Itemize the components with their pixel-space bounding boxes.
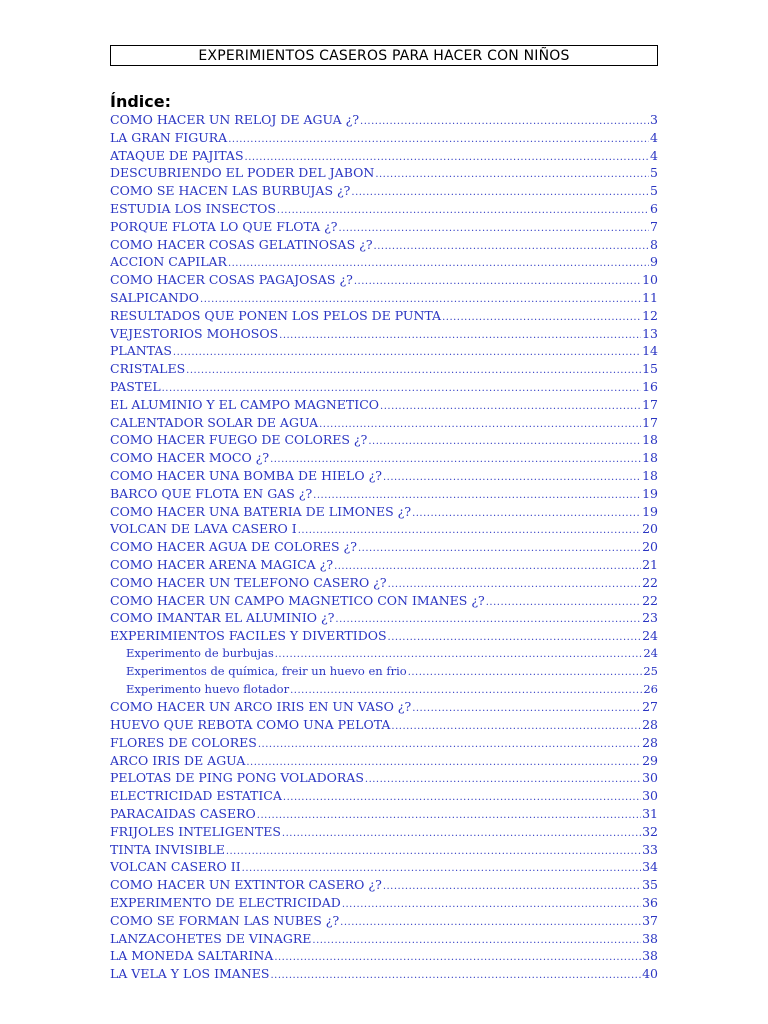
toc-entry-label: HUEVO QUE REBOTA COMO UNA PELOTA — [110, 717, 391, 733]
toc-entry-label: EL ALUMINIO Y EL CAMPO MAGNETICO — [110, 396, 380, 412]
toc-page-number: 25 — [643, 663, 658, 678]
toc-entry-label: TINTA INVISIBLE — [110, 841, 225, 857]
toc-entry-label: COMO HACER UN RELOJ DE AGUA ¿? — [110, 112, 360, 127]
toc-entry-link[interactable] — [110, 788, 658, 806]
toc-entry-label: COMO HACER FUEGO DE COLORES ¿? — [110, 432, 368, 448]
dot-leader — [275, 649, 643, 660]
dot-leader — [173, 347, 641, 358]
dot-leader — [351, 187, 649, 198]
toc-page-number: 19 — [642, 503, 658, 519]
toc-page-number: 27 — [642, 699, 658, 715]
toc-entry-link[interactable] — [110, 931, 658, 949]
toc-entry-label: DESCUBRIENDO EL PODER DEL JABON — [110, 165, 375, 181]
toc-page-number: 16 — [642, 378, 658, 394]
toc-entry-link[interactable] — [110, 308, 658, 326]
toc-page-number: 33 — [642, 841, 658, 857]
dot-leader — [228, 134, 649, 145]
dot-leader — [335, 614, 641, 625]
dot-leader — [342, 899, 641, 910]
toc-page-number: 20 — [642, 539, 658, 555]
toc-entry-label: COMO HACER UN ARCO IRIS EN UN VASO ¿? — [110, 699, 412, 715]
toc-page-number: 29 — [642, 752, 658, 768]
toc-page-number: 28 — [642, 734, 658, 750]
dot-leader — [258, 739, 641, 750]
toc-entry-link[interactable] — [110, 254, 658, 272]
toc-entry-link[interactable] — [110, 165, 658, 183]
toc-entry-label: FLORES DE COLORES — [110, 734, 257, 750]
dot-leader — [279, 330, 641, 341]
toc-entry-label: LA VELA Y LOS IMANES — [110, 966, 270, 982]
toc-page-number: 13 — [642, 325, 658, 341]
toc-entry-label: COMO HACER COSAS PAGAJOSAS ¿? — [110, 272, 353, 288]
toc-page-number: 38 — [642, 948, 658, 964]
table-of-contents — [110, 112, 658, 984]
toc-entry-label: VOLCAN DE LAVA CASERO I — [110, 521, 297, 537]
dot-leader — [162, 383, 641, 394]
toc-page-number: 36 — [642, 895, 658, 911]
dot-leader — [313, 490, 641, 501]
toc-page-number: 32 — [642, 823, 658, 839]
toc-entry-label: COMO HACER UNA BOMBA DE HIELO ¿? — [110, 467, 382, 483]
dot-leader — [388, 579, 642, 590]
dot-leader — [334, 561, 641, 572]
toc-page-number: 18 — [642, 432, 658, 448]
toc-entry-label: RESULTADOS QUE PONEN LOS PELOS DE PUNTA — [110, 307, 442, 323]
toc-page-number: 19 — [642, 485, 658, 501]
toc-entry-link[interactable] — [110, 432, 658, 450]
toc-entry-link[interactable] — [110, 290, 658, 308]
toc-entry-label: PLANTAS — [110, 343, 172, 359]
dot-leader — [388, 632, 642, 643]
toc-entry-label: ESTUDIA LOS INSECTOS — [110, 200, 276, 216]
toc-page-number: 37 — [642, 912, 658, 928]
toc-entry-label: PASTEL — [110, 378, 161, 394]
dot-leader — [298, 525, 641, 536]
toc-page-number: 8 — [650, 236, 658, 252]
toc-entry-link[interactable] — [110, 913, 658, 931]
dot-leader — [408, 667, 643, 678]
toc-page-number: 30 — [642, 770, 658, 786]
toc-entry-link[interactable] — [110, 575, 658, 593]
toc-page-number: 17 — [642, 396, 658, 412]
toc-entry-label: PELOTAS DE PING PONG VOLADORAS — [110, 770, 364, 786]
dot-leader — [391, 721, 641, 732]
toc-entry-link[interactable] — [110, 948, 658, 966]
toc-entry-link[interactable] — [110, 361, 658, 379]
toc-entry-link[interactable] — [110, 343, 658, 361]
toc-entry-link[interactable] — [110, 326, 658, 344]
toc-entry-label: PARACAIDAS CASERO — [110, 806, 256, 822]
toc-subentry-link[interactable] — [110, 646, 658, 664]
toc-entry-link[interactable] — [110, 130, 658, 148]
toc-page-number: 3 — [650, 112, 658, 127]
toc-entry-label: ARCO IRIS DE AGUA — [110, 752, 246, 768]
index-heading: Índice: — [110, 92, 172, 111]
toc-entry-link[interactable] — [110, 521, 658, 539]
toc-entry-link[interactable] — [110, 486, 658, 504]
dot-leader — [365, 774, 641, 785]
toc-entry-link[interactable] — [110, 148, 658, 166]
toc-page-number: 5 — [650, 183, 658, 199]
toc-entry-label: Experimento huevo flotador — [126, 681, 290, 696]
dot-leader — [274, 952, 641, 963]
toc-page-number: 35 — [642, 877, 658, 893]
toc-page-number: 31 — [642, 806, 658, 822]
toc-page-number: 20 — [642, 521, 658, 537]
toc-entry-link[interactable] — [110, 593, 658, 611]
toc-page-number: 30 — [642, 788, 658, 804]
toc-entry-link[interactable] — [110, 415, 658, 433]
dot-leader — [368, 436, 641, 447]
toc-page-number: 23 — [642, 610, 658, 626]
dot-leader — [228, 258, 649, 269]
toc-entry-label: SALPICANDO — [110, 289, 200, 305]
toc-entry-label: COMO HACER COSAS GELATINOSAS ¿? — [110, 236, 373, 252]
dot-leader — [277, 205, 649, 216]
toc-subentry-link[interactable] — [110, 682, 658, 700]
toc-entry-label: EXPERIMIENTOS FACILES Y DIVERTIDOS — [110, 628, 387, 644]
dot-leader — [186, 365, 641, 376]
toc-entry-link[interactable] — [110, 504, 658, 522]
toc-entry-label: COMO HACER UN EXTINTOR CASERO ¿? — [110, 877, 382, 893]
dot-leader — [270, 970, 641, 981]
dot-leader — [257, 810, 641, 821]
dot-leader — [282, 828, 641, 839]
toc-page-number: 4 — [650, 147, 658, 163]
dot-leader — [245, 152, 650, 163]
toc-entry-link[interactable] — [110, 842, 658, 860]
toc-entry-label: COMO IMANTAR EL ALUMINIO ¿? — [110, 610, 335, 626]
dot-leader — [339, 223, 650, 234]
toc-entry-link[interactable] — [110, 735, 658, 753]
toc-entry-label: LANZACOHETES DE VINAGRE — [110, 930, 312, 946]
toc-entry-link[interactable] — [110, 201, 658, 219]
toc-entry-label: LA GRAN FIGURA — [110, 129, 228, 145]
toc-entry-label: VEJESTORIOS MOHOSOS — [110, 325, 279, 341]
dot-leader — [375, 169, 649, 180]
toc-page-number: 28 — [642, 717, 658, 733]
dot-leader — [383, 472, 641, 483]
toc-entry-label: COMO HACER ARENA MAGICA ¿? — [110, 556, 334, 572]
toc-entry-label: COMO HACER UN CAMPO MAGNETICO CON IMANES ¿? — [110, 592, 485, 608]
dot-leader — [312, 935, 641, 946]
toc-entry-link[interactable] — [110, 379, 658, 397]
dot-leader — [374, 241, 650, 252]
toc-page-number: 6 — [650, 200, 658, 216]
toc-entry-label: COMO HACER UN TELEFONO CASERO ¿? — [110, 574, 387, 590]
toc-entry-label: COMO HACER UNA BATERIA DE LIMONES ¿? — [110, 503, 412, 519]
dot-leader — [226, 846, 641, 857]
toc-entry-label: ATAQUE DE PAJITAS — [110, 147, 244, 163]
toc-entry-link[interactable] — [110, 468, 658, 486]
dot-leader — [360, 116, 649, 127]
toc-page-number: 11 — [642, 289, 658, 305]
toc-entry-link[interactable] — [110, 219, 658, 237]
toc-entry-link[interactable] — [110, 824, 658, 842]
toc-entry-link[interactable] — [110, 966, 658, 984]
toc-entry-label: COMO SE FORMAN LAS NUBES ¿? — [110, 912, 340, 928]
dot-leader — [283, 792, 641, 803]
toc-entry-label: Experimento de burbujas — [126, 645, 274, 660]
toc-page-number: 34 — [642, 859, 658, 875]
toc-entry-link[interactable] — [110, 877, 658, 895]
toc-entry-label: ACCION CAPILAR — [110, 254, 227, 270]
dot-leader — [412, 508, 641, 519]
toc-entry-link[interactable] — [110, 557, 658, 575]
toc-entry-link[interactable] — [110, 539, 658, 557]
dot-leader — [200, 294, 641, 305]
dot-leader — [358, 543, 641, 554]
toc-entry-link[interactable] — [110, 717, 658, 735]
dot-leader — [442, 312, 641, 323]
toc-subentry-link[interactable] — [110, 664, 658, 682]
toc-entry-label: COMO HACER AGUA DE COLORES ¿? — [110, 539, 357, 555]
toc-entry-link[interactable] — [110, 237, 658, 255]
toc-entry-label: ELECTRICIDAD ESTATICA — [110, 788, 282, 804]
toc-entry-label: CALENTADOR SOLAR DE AGUA — [110, 414, 319, 430]
toc-page-number: 10 — [642, 272, 658, 288]
dot-leader — [383, 881, 641, 892]
toc-page-number: 5 — [650, 165, 658, 181]
toc-page-number: 22 — [642, 592, 658, 608]
toc-page-number: 24 — [642, 628, 658, 644]
toc-entry-label: COMO SE HACEN LAS BURBUJAS ¿? — [110, 183, 351, 199]
toc-entry-label: COMO HACER MOCO ¿? — [110, 450, 270, 466]
toc-entry-link[interactable] — [110, 699, 658, 717]
toc-page-number: 15 — [642, 361, 658, 377]
dot-leader — [486, 597, 641, 608]
dot-leader — [354, 276, 641, 287]
toc-entry-link[interactable] — [110, 859, 658, 877]
toc-page-number: 14 — [642, 343, 658, 359]
toc-page-number: 22 — [642, 574, 658, 590]
toc-page-number: 9 — [650, 254, 658, 270]
toc-page-number: 24 — [643, 645, 658, 660]
toc-entry-link[interactable] — [110, 770, 658, 788]
document-title: EXPERIMIENTOS CASEROS PARA HACER CON NIÑOS — [110, 45, 658, 66]
toc-page-number: 12 — [642, 307, 658, 323]
toc-entry-link[interactable] — [110, 112, 658, 130]
toc-page-number: 4 — [650, 129, 658, 145]
toc-page-number: 18 — [642, 450, 658, 466]
dot-leader — [270, 454, 641, 465]
toc-entry-link[interactable] — [110, 450, 658, 468]
toc-page-number: 40 — [642, 966, 658, 982]
toc-entry-label: Experimentos de química, freir un huevo en frio — [126, 663, 407, 678]
dot-leader — [290, 685, 642, 696]
dot-leader — [340, 917, 641, 928]
dot-leader — [246, 757, 641, 768]
toc-entry-label: EXPERIMENTO DE ELECTRICIDAD — [110, 895, 341, 911]
toc-page-number: 38 — [642, 930, 658, 946]
toc-entry-label: BARCO QUE FLOTA EN GAS ¿? — [110, 485, 313, 501]
toc-entry-link[interactable] — [110, 628, 658, 646]
toc-entry-link[interactable] — [110, 895, 658, 913]
toc-entry-link[interactable] — [110, 397, 658, 415]
toc-page-number: 17 — [642, 414, 658, 430]
dot-leader — [242, 863, 641, 874]
toc-page-number: 18 — [642, 467, 658, 483]
toc-entry-link[interactable] — [110, 753, 658, 771]
toc-entry-label: LA MONEDA SALTARINA — [110, 948, 274, 964]
toc-entry-link[interactable] — [110, 610, 658, 628]
toc-entry-label: PORQUE FLOTA LO QUE FLOTA ¿? — [110, 218, 338, 234]
dot-leader — [319, 419, 641, 430]
dot-leader — [380, 401, 641, 412]
toc-entry-link[interactable] — [110, 272, 658, 290]
dot-leader — [412, 703, 641, 714]
toc-page-number: 21 — [642, 556, 658, 572]
toc-entry-label: FRIJOLES INTELIGENTES — [110, 823, 281, 839]
toc-entry-link[interactable] — [110, 806, 658, 824]
toc-entry-link[interactable] — [110, 183, 658, 201]
toc-page-number: 7 — [650, 218, 658, 234]
toc-page-number: 26 — [643, 681, 658, 696]
toc-entry-label: CRISTALES — [110, 361, 186, 377]
toc-entry-label: VOLCAN CASERO II — [110, 859, 241, 875]
